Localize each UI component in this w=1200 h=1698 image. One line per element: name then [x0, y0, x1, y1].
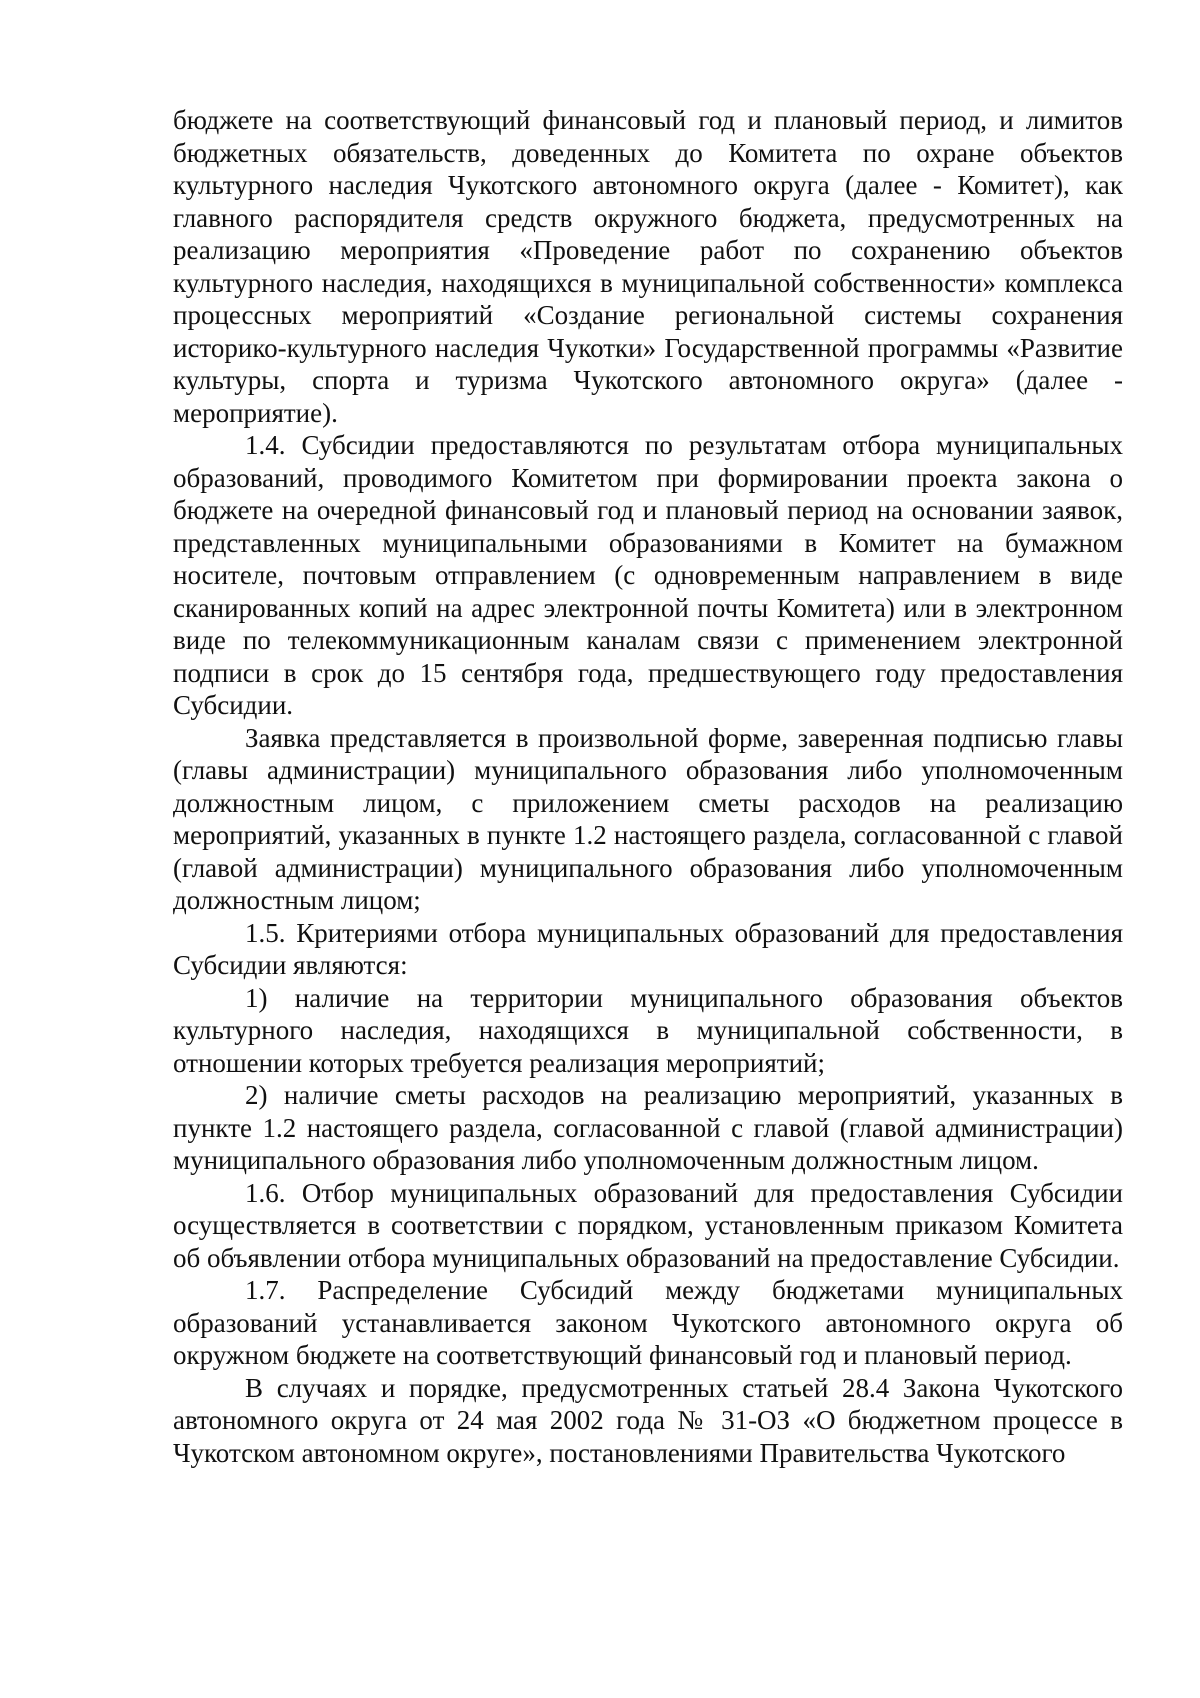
document-page	[173, 104, 1123, 1469]
paragraph-cases: В случаях и порядке, предусмотренных статьей 28.4 Закона Чукотского автономного округа от 24 мая 2002 года № 31-ОЗ «О бюджетном процессе в Чукотском автономном округе», постановлениями Правительства Чукотского	[173, 1372, 1123, 1468]
paragraph-1-7: 1.7. Распределение Субсидий между бюджетами муниципальных образований устанавливается законом Чукотского автономного округа об окружном бюджете на соответствующий финансовый год и плановый период.	[173, 1275, 1123, 1370]
paragraph-application: Заявка представляется в произвольной форме, заверенная подписью главы (главы администрации) муниципального образования либо уполномоченным должностным лицом, с приложением сметы расходов на реализацию мероприятий, указанных в пункте 1.2 настоящего раздела, согласованной с главой (главой администрации) муниципального образования либо уполномоченным должностным лицом;	[173, 722, 1123, 915]
paragraph-1-6: 1.6. Отбор муниципальных образований для предоставления Субсидии осуществляется в соответствии с порядком, установленным приказом Комитета об объявлении отбора муниципальных образований на предоставление Субсидии.	[173, 1177, 1123, 1273]
paragraph-criterion-2: 2) наличие сметы расходов на реализацию мероприятий, указанных в пункте 1.2 настоящего раздела, согласованной с главой (главой администрации) муниципального образования либо уполномоченным должностным лицом.	[173, 1080, 1123, 1175]
paragraph-1-5: 1.5. Критериями отбора муниципальных образований для предоставления Субсидии являются:	[173, 917, 1123, 980]
paragraph-1-4: 1.4. Субсидии предоставляются по результатам отбора муниципальных образований, проводимого Комитетом при формировании проекта закона о бюджете на очередной финансовый год и плановый период на основании заявок, представленных муниципальными образованиями в Комитет на бумажном носителе, почтовым отправлением (с одновременным направлением в виде сканированных копий на адрес электронной почты Комитета) или в электронном виде по телекоммуникационным каналам связи с применением электронной подписи в срок до 15 сентября года, предшествующего году предоставления Субсидии.	[173, 430, 1123, 720]
paragraph-budget-continuation: бюджете на соответствующий финансовый год и плановый период, и лимитов бюджетных обязательств, доведенных до Комитета по охране объектов культурного наследия Чукотского автономного округа (далее - Комитет), как главного распорядителя средств окружного бюджета, предусмотренных на реализацию мероприятия «Проведение работ по сохранению объектов культурного наследия, находящихся в муниципальной собственности» комплекса процессных мероприятий «Создание региональной системы сохранения историко-культурного наследия Чукотки» Государственной программы «Развитие культуры, спорта и туризма Чукотского автономного округа» (далее - мероприятие).	[173, 105, 1123, 428]
paragraph-criterion-1: 1) наличие на территории муниципального образования объектов культурного наследия, находящихся в муниципальной собственности, в отношении которых требуется реализация мероприятий;	[173, 982, 1123, 1078]
